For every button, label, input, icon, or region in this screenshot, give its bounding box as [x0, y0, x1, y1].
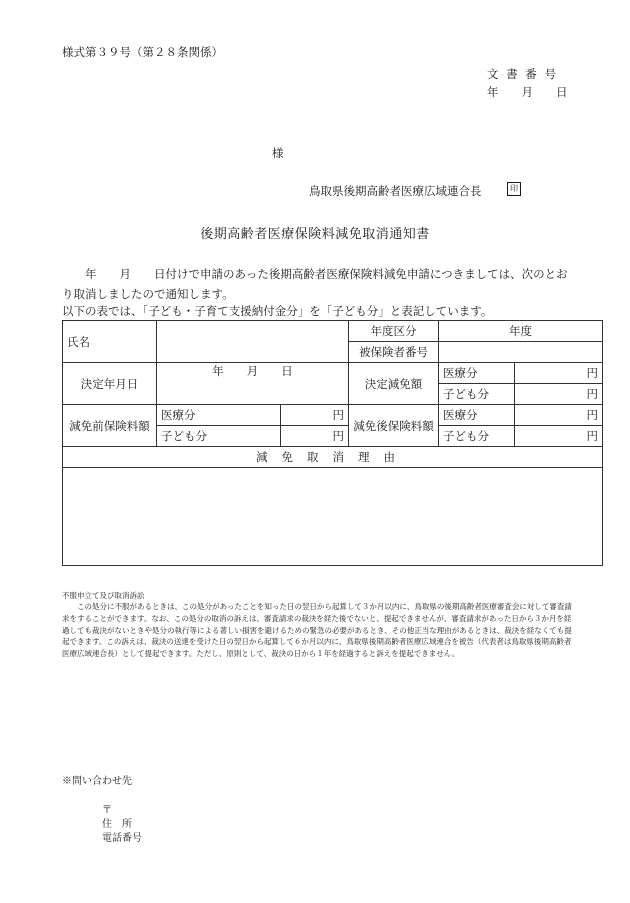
insured-number-label: 被保険者番号 — [349, 342, 439, 363]
fiscal-year-label: 年度区分 — [349, 321, 439, 342]
document-title: 後期高齢者医療保険料減免取消通知書 — [200, 227, 430, 242]
name-label: 氏名 — [63, 321, 157, 363]
postal-mark: 〒 — [102, 805, 112, 816]
seal-stamp: 印 — [507, 182, 521, 196]
reason-header: 減免取消理由 — [63, 447, 603, 468]
decision-date-value: 年 月 日 — [157, 363, 349, 405]
recipient-honorific: 様 — [272, 146, 284, 160]
appeal-notice-title: 不服申立て及び取消訴訟 — [62, 591, 145, 600]
before-child-label: 子ども分 — [157, 426, 281, 447]
reduction-cancellation-table — [62, 320, 603, 566]
document-number-label: 文 書 番 号 — [487, 67, 558, 81]
before-medical-yen: 円 — [281, 405, 349, 426]
before-reduction-label: 減免前保険料額 — [63, 405, 157, 447]
after-child-label: 子ども分 — [439, 426, 515, 447]
after-medical-label: 医療分 — [439, 405, 515, 426]
decided-child-yen: 円 — [515, 384, 603, 405]
issuer-name: 鳥取県後期高齢者医療広域連合長 — [309, 184, 482, 198]
after-child-yen: 円 — [515, 426, 603, 447]
fiscal-year-value: 年度 — [439, 321, 603, 342]
insured-number-value — [439, 342, 603, 363]
before-medical-label: 医療分 — [157, 405, 281, 426]
decision-date-label: 決定年月日 — [63, 363, 157, 405]
decided-medical-label: 医療分 — [439, 363, 515, 384]
reason-box — [63, 468, 603, 566]
before-child-yen: 円 — [281, 426, 349, 447]
form-number: 様式第３９号（第２８条関係） — [62, 45, 223, 59]
decided-reduction-label: 決定減免額 — [349, 363, 439, 405]
phone-label: 電話番号 — [102, 833, 142, 844]
contact-title: ※問い合わせ先 — [62, 776, 132, 787]
document-date: 年 月 日 — [487, 85, 568, 99]
after-medical-yen: 円 — [515, 405, 603, 426]
appeal-notice-body: この処分に不服があるときは、この処分があったことを知った日の翌日から起算して３か月以内に、鳥取県の後期高齢者医療審査会に対して審査請求をすることができます。なお、この処分の取消の訴えは、審査請求の裁決を経た後でないと、提起できませんが、審査請求があった日から３か月を経過しても裁決がないときや処分の執行等による著しい損害を避けるための緊急の必要があるとき、その他正当な理由があるときは、裁決を経なくても提起できます。この訴えは、裁決の送達を受けた日の翌日から起算して６か月以内に、鳥取県後期高齢者医療広域連合を被告（代表者は鳥取県後期高齢者医療広域連合長）として提起できます。ただし、原則として、裁決の日から１年を経過すると訴えを提起できません。 — [62, 602, 572, 659]
decided-medical-yen: 円 — [515, 363, 603, 384]
notation-note: 以下の表では、「子ども・子育て支援納付金分」を「子ども分」と表記しています。 — [62, 304, 493, 318]
name-value — [157, 321, 349, 363]
notice-paragraph: 年 月 日付けで申請のあった後期高齢者医療保険料減免申請につきましては、次のとおり取消しましたので通知します。 — [62, 267, 568, 301]
address-label: 住 所 — [102, 819, 132, 830]
decided-child-label: 子ども分 — [439, 384, 515, 405]
after-reduction-label: 減免後保険料額 — [349, 405, 439, 447]
